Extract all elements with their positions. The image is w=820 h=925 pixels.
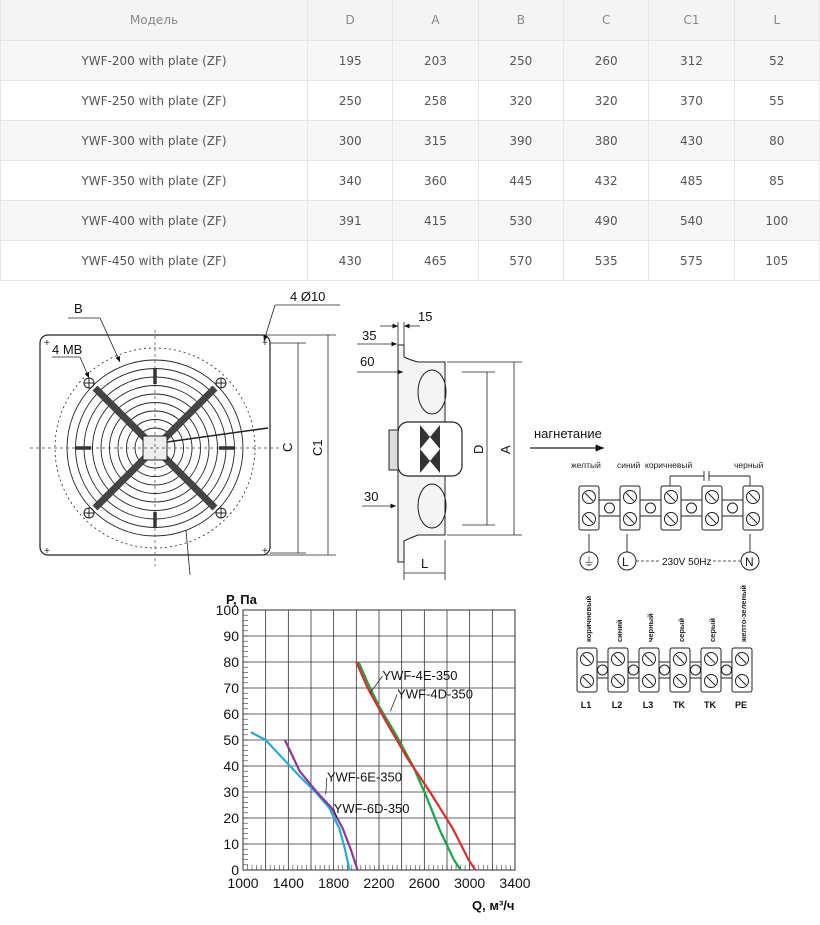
cell-model: YWF-400 with plate (ZF) (1, 201, 308, 241)
wire-label-3ph: серый (677, 618, 686, 642)
wire-label-blue: синий (617, 460, 641, 470)
terminal-cell (577, 648, 597, 692)
cell-l: 55 (734, 81, 819, 121)
screw-slot (626, 515, 634, 523)
performance-chart (216, 592, 531, 913)
label-b: B (74, 301, 83, 316)
cell-c: 320 (563, 81, 648, 121)
label-a: A (498, 445, 513, 454)
screw-slot (749, 493, 757, 501)
cell-b: 320 (478, 81, 563, 121)
cell-b: 250 (478, 41, 563, 81)
cell-model: YWF-250 with plate (ZF) (1, 81, 308, 121)
svg-text:+: + (262, 546, 268, 557)
chart-x-ticks (227, 875, 530, 891)
terminal-cell (608, 648, 628, 692)
cell-l: 105 (734, 241, 819, 281)
terminal-cell (732, 648, 752, 692)
terminal-bridge (599, 500, 620, 516)
fan-side-view (357, 309, 604, 580)
series-label: YWF-6E-350 (326, 769, 403, 785)
cell-d: 195 (308, 41, 393, 81)
terminal-block-3ph (577, 648, 752, 692)
label-c: C (280, 442, 295, 452)
wire-label-yellow: желтый (571, 460, 601, 470)
terminal-cell (661, 486, 681, 530)
terminal-block-1ph (579, 486, 763, 530)
screw-slot (676, 677, 684, 685)
y-tick-label: 60 (223, 706, 239, 722)
screw-slot (645, 655, 653, 663)
cell-b: 445 (478, 161, 563, 201)
screw-slot (645, 677, 653, 685)
x-tick-label: 3000 (454, 875, 486, 891)
cell-l: 100 (734, 201, 819, 241)
series-label: YWF-6D-350 (333, 800, 410, 816)
wire-label-brown: коричневый (645, 460, 693, 470)
wire-labels-3ph (584, 585, 748, 643)
cell-model: YWF-450 with plate (ZF) (1, 241, 308, 281)
terminal-cell (702, 486, 722, 530)
label-d: D (471, 444, 486, 454)
svg-text:+: + (44, 546, 50, 557)
label-c1: C1 (310, 439, 325, 456)
screw-slot (708, 515, 716, 523)
terminal-bridge (721, 662, 732, 678)
screw-slot (583, 677, 591, 685)
screw-slot (676, 655, 684, 663)
cell-d: 300 (308, 121, 393, 161)
screw-slot (707, 677, 715, 685)
terminal-cell (620, 486, 640, 530)
terminal-bridge (640, 500, 661, 516)
dim-60: 60 (360, 354, 375, 369)
column-header-c1: C1 (649, 0, 734, 41)
cell-c: 490 (563, 201, 648, 241)
terminal-label-3ph: L3 (642, 700, 654, 710)
terminal-label-3ph: TK (673, 700, 685, 710)
column-header-d: D (308, 0, 393, 41)
screw-slot (583, 655, 591, 663)
ground-glyph: ⏚ (583, 555, 596, 569)
terminal-label-3ph: L2 (611, 700, 623, 710)
column-header-l: L (734, 0, 819, 41)
screw-slot (708, 493, 716, 501)
wire-label-3ph: синий (615, 619, 624, 642)
x-tick-label: 2600 (408, 875, 440, 891)
cell-a: 203 (393, 41, 478, 81)
airflow-label: нагнетание (534, 426, 602, 441)
y-tick-label: 100 (215, 602, 239, 618)
y-tick-label: 30 (223, 784, 239, 800)
y-tick-label: 90 (223, 628, 239, 644)
series-leader (370, 676, 382, 693)
screw-slot (614, 655, 622, 663)
wiring-diagram-single-phase (571, 460, 764, 570)
screw-slot (738, 655, 746, 663)
line-glyph: L (622, 555, 629, 569)
screw-slot (667, 493, 675, 501)
label-l: L (421, 556, 429, 571)
y-tick-label: 80 (223, 654, 239, 670)
column-header-c: C (563, 0, 648, 41)
cell-c1: 540 (649, 201, 734, 241)
wire-label-black: черный (734, 460, 764, 470)
terminal-cell (701, 648, 721, 692)
chart-y-ticks (216, 602, 240, 878)
chart-x-axis-label: Q, м³/ч (472, 898, 515, 913)
terminal-bridge (681, 500, 702, 516)
cell-a: 315 (393, 121, 478, 161)
label-holes: 4 Ø10 (290, 289, 326, 304)
terminal-bridge (659, 662, 670, 678)
fan-front-view (30, 289, 340, 575)
cell-b: 390 (478, 121, 563, 161)
column-header-model: Модель (1, 0, 308, 41)
x-tick-label: 1400 (272, 875, 304, 891)
series-label: YWF-4E-350 (382, 668, 458, 684)
terminal-labels-3ph (581, 700, 747, 710)
screw-slot (585, 493, 593, 501)
dim-15: 15 (418, 309, 433, 324)
cell-l: 52 (734, 41, 819, 81)
cell-d: 391 (308, 201, 393, 241)
supply-label: 230V 50Hz (662, 557, 712, 568)
wiring-diagram-three-phase (577, 585, 752, 710)
cell-c1: 430 (649, 121, 734, 161)
screw-slot (585, 515, 593, 523)
cell-b: 530 (478, 201, 563, 241)
terminal-bridge (597, 662, 608, 678)
svg-text:+: + (44, 338, 50, 349)
wire-label-3ph: коричневый (584, 595, 593, 642)
terminal-cell (743, 486, 763, 530)
terminal-bridge (690, 662, 701, 678)
series-label: YWF-4D-350 (397, 686, 473, 702)
terminal-cell (579, 486, 599, 530)
cell-d: 250 (308, 81, 393, 121)
cell-c: 535 (563, 241, 648, 281)
cell-l: 85 (734, 161, 819, 201)
cell-c1: 485 (649, 161, 734, 201)
y-tick-label: 0 (231, 862, 239, 878)
cell-model: YWF-200 with plate (ZF) (1, 41, 308, 81)
cell-a: 258 (393, 81, 478, 121)
dim-30: 30 (364, 489, 379, 504)
cell-model: YWF-350 with plate (ZF) (1, 161, 308, 201)
terminal-bridge (628, 662, 639, 678)
cell-model: YWF-300 with plate (ZF) (1, 121, 308, 161)
cell-c1: 370 (649, 81, 734, 121)
capacitor (670, 471, 750, 486)
terminal-label-3ph: PE (734, 700, 748, 710)
y-tick-label: 10 (223, 836, 239, 852)
y-tick-label: 40 (223, 758, 239, 774)
leader-lines (52, 305, 340, 575)
cell-l: 80 (734, 121, 819, 161)
cell-c1: 575 (649, 241, 734, 281)
terminal-cell (670, 648, 690, 692)
wire-label-3ph: серый (708, 618, 717, 642)
x-tick-label: 1000 (227, 875, 259, 891)
cell-b: 570 (478, 241, 563, 281)
cell-c: 432 (563, 161, 648, 201)
wire-label-3ph: желто-зеленый (739, 585, 748, 642)
screw-slot (614, 677, 622, 685)
cell-c: 260 (563, 41, 648, 81)
terminal-label-3ph: L1 (580, 700, 592, 710)
cell-c1: 312 (649, 41, 734, 81)
terminal-label-3ph: TK (704, 700, 716, 710)
column-header-a: A (393, 0, 478, 41)
cell-a: 465 (393, 241, 478, 281)
screw-slot (667, 515, 675, 523)
terminal-cell (639, 648, 659, 692)
cell-a: 415 (393, 201, 478, 241)
screw-slot (749, 515, 757, 523)
x-tick-label: 1800 (318, 875, 350, 891)
y-tick-label: 20 (223, 810, 239, 826)
series-leader (390, 694, 397, 711)
dim-35: 35 (362, 328, 377, 343)
terminal-bridge (722, 500, 743, 516)
column-header-b: B (478, 0, 563, 41)
neutral-glyph: N (745, 555, 754, 569)
label-bolts: 4 MB (52, 342, 83, 357)
wire-label-3ph: черный (646, 613, 655, 642)
svg-text:+: + (262, 338, 268, 349)
x-tick-label: 2200 (363, 875, 395, 891)
cell-d: 430 (308, 241, 393, 281)
cell-c: 380 (563, 121, 648, 161)
y-tick-label: 50 (223, 732, 239, 748)
cell-a: 360 (393, 161, 478, 201)
chart-y-axis-label: P, Па (226, 592, 257, 607)
screw-slot (626, 493, 634, 501)
y-tick-label: 70 (223, 680, 239, 696)
screw-slot (738, 677, 746, 685)
cell-d: 340 (308, 161, 393, 201)
chart-grid (243, 610, 515, 870)
x-tick-label: 3400 (499, 875, 531, 891)
screw-slot (707, 655, 715, 663)
cable (167, 428, 268, 442)
motor-body (398, 422, 462, 476)
